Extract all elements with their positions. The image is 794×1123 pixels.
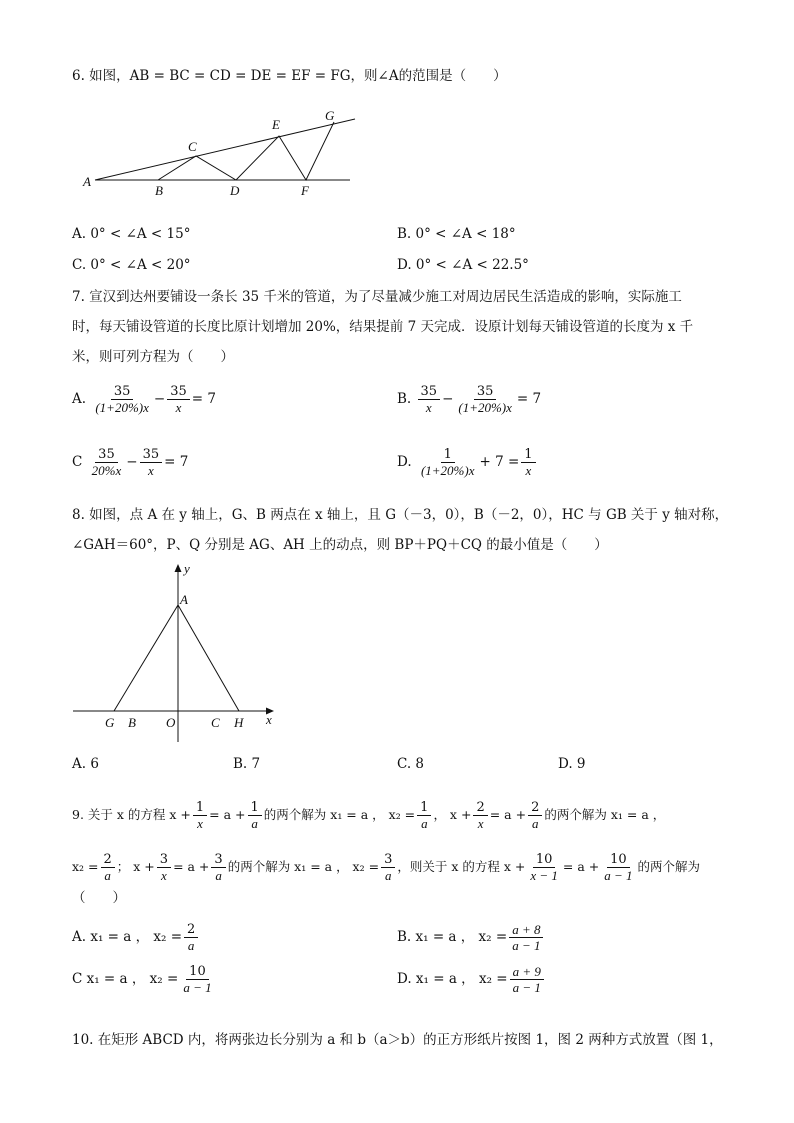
q6-option-c: C. 0° < ∠A < 20° bbox=[72, 257, 191, 273]
q7-a-frac1: $\frac{35}{(1+20\%)x}$ bbox=[95, 384, 149, 415]
q7-option-d: D. $\frac{1}{(1+20\%)x}$ + 7 = $\frac{1}{x}$ bbox=[397, 447, 538, 478]
q7-option-c: C $\frac{35}{20\%x}$ − $\frac{35}{x}$ = 7 bbox=[72, 447, 189, 478]
q7-a-label: A. bbox=[72, 391, 87, 407]
q9-line-3: （ ） bbox=[72, 890, 126, 906]
q6-stem: 6. 如图，AB = BC = CD = DE = EF = FG，则∠A的范围是（ ） bbox=[72, 68, 507, 84]
q8-label-O: O bbox=[166, 715, 176, 730]
q8-label-A: A bbox=[180, 592, 188, 607]
q6-label-G: G bbox=[325, 108, 335, 123]
q7-d-frac1: $\frac{1}{(1+20\%)x}$ bbox=[420, 447, 475, 478]
q7-b-label: B. bbox=[397, 391, 412, 407]
q9-option-b: B. x₁ = a ， x₂ = $\frac{a + 8}{a - 1}$ bbox=[397, 922, 545, 953]
q7-line-3: 米，则可列方程为（ ） bbox=[72, 349, 234, 365]
q8-label-x: x bbox=[266, 712, 272, 727]
q7-line-2: 时，每天铺设管道的长度比原计划增加 20%，结果提前 7 天完成．设原计划每天铺设管道的长度为 x 千 bbox=[72, 319, 694, 335]
q8-label-C: C bbox=[211, 715, 220, 730]
q7-d-frac2: $\frac{1}{x}$ bbox=[521, 447, 535, 478]
q6-zigzag bbox=[158, 122, 334, 180]
q6-option-b: B. 0° < ∠A < 18° bbox=[397, 226, 516, 242]
q6-upper-line bbox=[95, 119, 355, 180]
q6-label-F: F bbox=[301, 183, 309, 198]
q7-option-a: A. $\frac{35}{(1+20\%)x}$ − $\frac{35}{x}$ = 7 bbox=[72, 384, 216, 415]
q8-line-1: 8. 如图，点 A 在 y 轴上，G、B 两点在 x 轴上，且 G（－3，0），B（－2，0），HC 与 GB 关于 y 轴对称， bbox=[72, 507, 729, 523]
q9-option-c: C x₁ = a ， x₂ = $\frac{10}{a - 1}$ bbox=[72, 964, 212, 995]
q8-option-b: B. 7 bbox=[233, 756, 261, 772]
q7-a-frac2: $\frac{35}{x}$ bbox=[167, 384, 190, 415]
q7-b-frac1: $\frac{35}{x}$ bbox=[418, 384, 441, 415]
q6-label-D: D bbox=[230, 183, 240, 198]
q8-option-a: A. 6 bbox=[72, 756, 99, 772]
q9-line-2: x₂ = $\frac{2}{a}$ ； x + $\frac{3}{x}$ = a + $\frac{3}{a}$ 的两个解为 x₁ = a ， x₂ = $\frac{3}{a}$ ，则关于 x 的方程 x + $\frac{10}{x - 1}$ = a + $\frac{10}{a - 1}$ 的两个解为 bbox=[72, 852, 701, 883]
q8-option-c: C. 8 bbox=[397, 756, 425, 772]
q8-label-B: B bbox=[128, 715, 136, 730]
q6-option-d: D. 0° < ∠A < 22.5° bbox=[397, 257, 529, 273]
q8-figure bbox=[68, 560, 288, 745]
q6-label-B: B bbox=[155, 183, 163, 198]
q8-segment-AH bbox=[178, 605, 239, 711]
q6-option-a: A. 0° < ∠A < 15° bbox=[72, 226, 191, 242]
q6-label-A: A bbox=[83, 174, 91, 189]
q7-line-1: 7. 宣汉到达州要铺设一条长 35 千米的管道，为了尽量减少施工对周边居民生活造成的影响，实际施工 bbox=[72, 289, 682, 305]
q9-line-1: 9. 关于 x 的方程 x + $\frac{1}{x}$ = a + $\frac{1}{a}$ 的两个解为 x₁ = a ， x₂ = $\frac{1}{a}$ ， x + $\frac{2}{x}$ = a + $\frac{2}{a}$ 的两个解为 x₁ = a ， bbox=[72, 800, 666, 831]
q8-segment-AG bbox=[114, 605, 178, 711]
q8-label-G: G bbox=[105, 715, 115, 730]
q7-d-label: D. bbox=[397, 454, 412, 470]
q8-label-H: H bbox=[234, 715, 244, 730]
q6-label-E: E bbox=[272, 117, 280, 132]
q6-label-C: C bbox=[188, 139, 197, 154]
q8-y-arrow bbox=[175, 564, 182, 572]
q7-c-frac1: $\frac{35}{20\%x}$ bbox=[91, 447, 122, 478]
q7-b-frac2: $\frac{35}{(1+20\%)x}$ bbox=[458, 384, 512, 415]
q7-c-label: C bbox=[72, 454, 83, 470]
q10-line-1: 10. 在矩形 ABCD 内，将两张边长分别为 a 和 b（a＞b）的正方形纸片按图 1，图 2 两种方式放置（图 1， bbox=[72, 1032, 723, 1048]
q9-option-d: D. x₁ = a ， x₂ = $\frac{a + 9}{a - 1}$ bbox=[397, 964, 546, 995]
q9-option-a: A. x₁ = a ， x₂ = $\frac{2}{a}$ bbox=[72, 922, 200, 953]
q6-figure bbox=[80, 100, 380, 210]
q8-option-d: D. 9 bbox=[558, 756, 586, 772]
q7-c-frac2: $\frac{35}{x}$ bbox=[140, 447, 163, 478]
q7-option-b: B. $\frac{35}{x}$ − $\frac{35}{(1+20\%)x}$ = 7 bbox=[397, 384, 542, 415]
q8-line-2: ∠GAH＝60°，P、Q 分别是 AG、AH 上的动点，则 BP＋PQ＋CQ 的最小值是（ ） bbox=[72, 537, 608, 553]
q8-label-y: y bbox=[184, 561, 190, 576]
